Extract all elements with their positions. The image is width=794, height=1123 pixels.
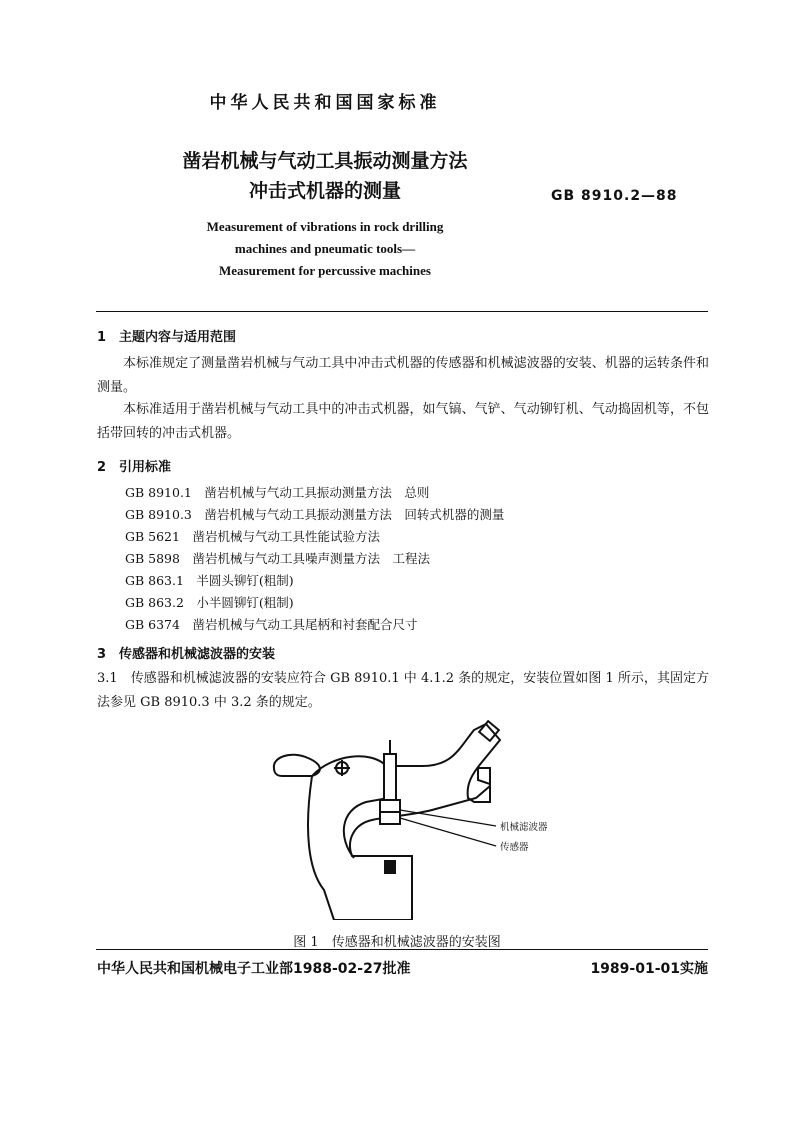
bottom-divider (96, 949, 708, 950)
reference-item: GB 5621 凿岩机械与气动工具性能试验方法 (125, 529, 380, 544)
reference-item: GB 6374 凿岩机械与气动工具尾柄和衬套配合尺寸 (125, 617, 418, 632)
top-divider (96, 311, 708, 312)
reference-item: GB 863.1 半圆头铆钉(粗制) (125, 573, 294, 588)
title-en-line3: Measurement for percussive machines (219, 263, 431, 278)
reference-item: GB 8910.3 凿岩机械与气动工具振动测量方法 回转式机器的测量 (125, 507, 505, 522)
sensor-leader (400, 818, 496, 846)
section3-heading: 3 传感器和机械滤波器的安装 (97, 647, 276, 662)
standard-code: GB 8910.2—88 (551, 188, 678, 204)
effective-date: 1989-01-01实施 (590, 961, 708, 977)
section1-paragraph2: 本标准适用于凿岩机械与气动工具中的冲击式机器，如气镐、气铲、气动铆钉机、气动捣固机等，不包括带回转的冲击式机器。 (97, 402, 709, 441)
installation-figure (262, 720, 592, 920)
title-cn-line2: 冲击式机器的测量 (248, 180, 401, 202)
figure-label-sensor: 传感器 (500, 842, 529, 853)
reference-item: GB 8910.1 凿岩机械与气动工具振动测量方法 总则 (125, 485, 430, 500)
figure-label-filter: 机械滤波器 (500, 822, 548, 833)
transducer-stack (380, 740, 400, 824)
title-en-line1: Measurement of vibrations in rock drilling (206, 219, 444, 234)
title-en-line2: machines and pneumatic tools— (234, 241, 416, 256)
section1-heading: 1 主题内容与适用范围 (97, 330, 237, 345)
reference-item: GB 863.2 小半圆铆钉(粗制) (125, 595, 294, 610)
section3-paragraph1: 3.1 传感器和机械滤波器的安装应符合 GB 8910.1 中 4.1.2 条的规定，安装位置如图 1 所示，其固定方法参见 GB 8910.3 中 3.2 条的规定。 (97, 671, 709, 710)
section2-heading: 2 引用标准 (97, 460, 172, 475)
filter-leader (400, 810, 496, 826)
section1-paragraph1: 本标准规定了测量凿岩机械与气动工具中冲击式机器的传感器和机械滤波器的安装、机器的运转条件和测量。 (97, 356, 709, 395)
title-cn-line1: 凿岩机械与气动工具振动测量方法 (182, 150, 468, 172)
bolt-head (479, 721, 499, 741)
base-block (384, 860, 396, 874)
figure-caption: 图 1 传感器和机械滤波器的安装图 (293, 935, 501, 950)
reference-item: GB 5898 凿岩机械与气动工具噪声测量方法 工程法 (125, 551, 430, 566)
handle-body (274, 755, 320, 776)
issue-statement: 中华人民共和国机械电子工业部1988-02-27批准 (97, 961, 411, 977)
national-standard-header: 中华人民共和国国家标准 (209, 93, 441, 113)
